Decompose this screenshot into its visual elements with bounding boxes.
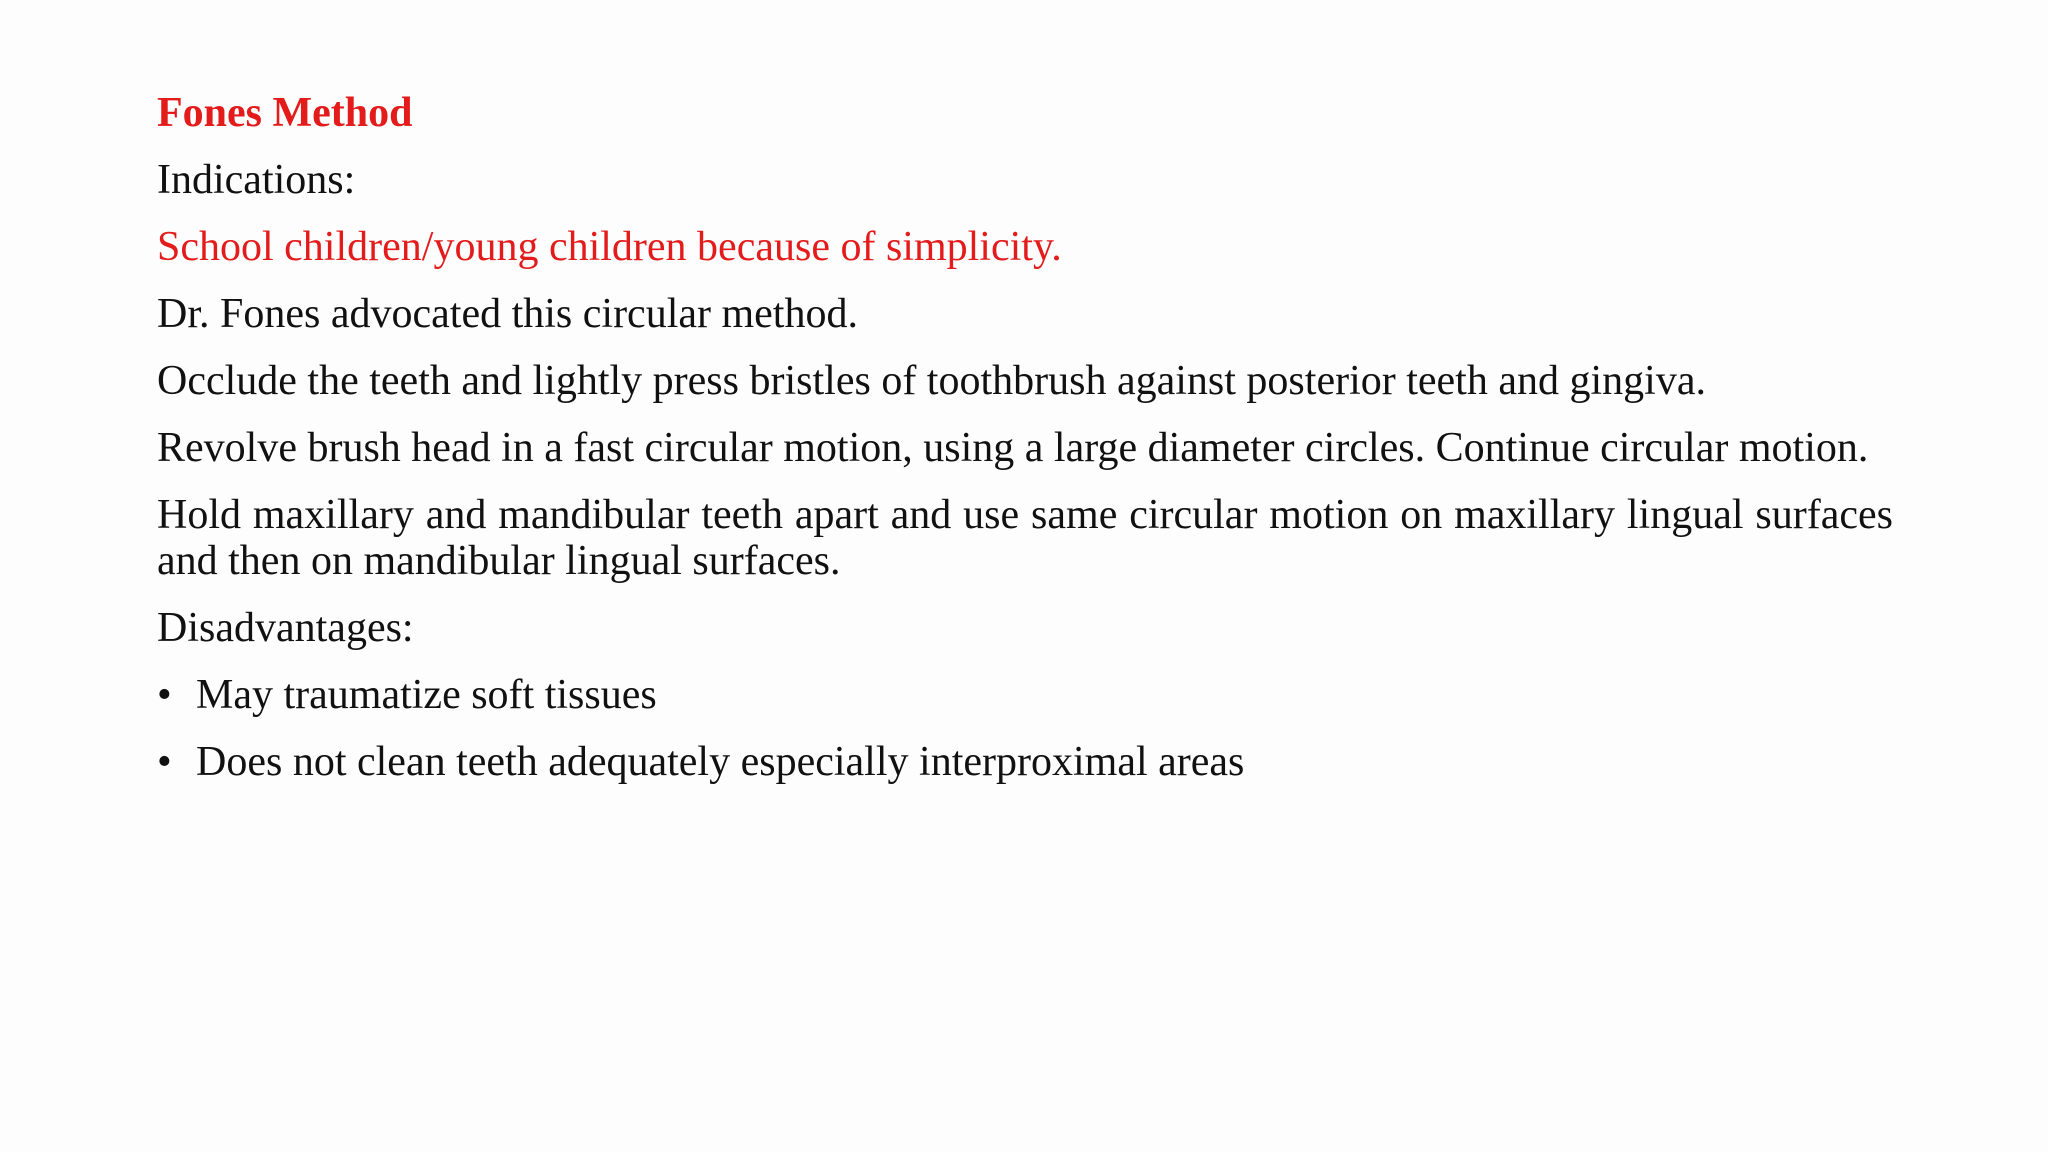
paragraph-revolve: Revolve brush head in a fast circular motion, using a large diameter circles. Continue circular motion.: [157, 425, 1869, 471]
indication-highlight: School children/young children because of simplicity.: [157, 224, 1062, 270]
disadvantages-list: [157, 672, 1893, 785]
bullet-icon: •: [157, 672, 172, 718]
list-item: [157, 739, 1893, 785]
bullet-icon: •: [157, 739, 172, 785]
list-item-text: Does not clean teeth adequately especially interproximal areas: [196, 739, 1245, 785]
paragraph-advocate: Dr. Fones advocated this circular method.: [157, 291, 858, 337]
paragraph-hold-apart: Hold maxillary and mandibular teeth apart and use same circular motion on maxillary lingual surfaces and then on mandibular lingual surfaces.: [157, 492, 1893, 584]
indications-heading: Indications:: [157, 157, 356, 203]
list-item-text: May traumatize soft tissues: [196, 672, 657, 718]
slide-content: [157, 90, 1893, 806]
slide-title: Fones Method: [157, 90, 413, 136]
list-item: [157, 672, 1893, 718]
paragraph-occlude: Occlude the teeth and lightly press bristles of toothbrush against posterior teeth and gingiva.: [157, 358, 1706, 404]
disadvantages-heading: Disadvantages:: [157, 605, 414, 651]
